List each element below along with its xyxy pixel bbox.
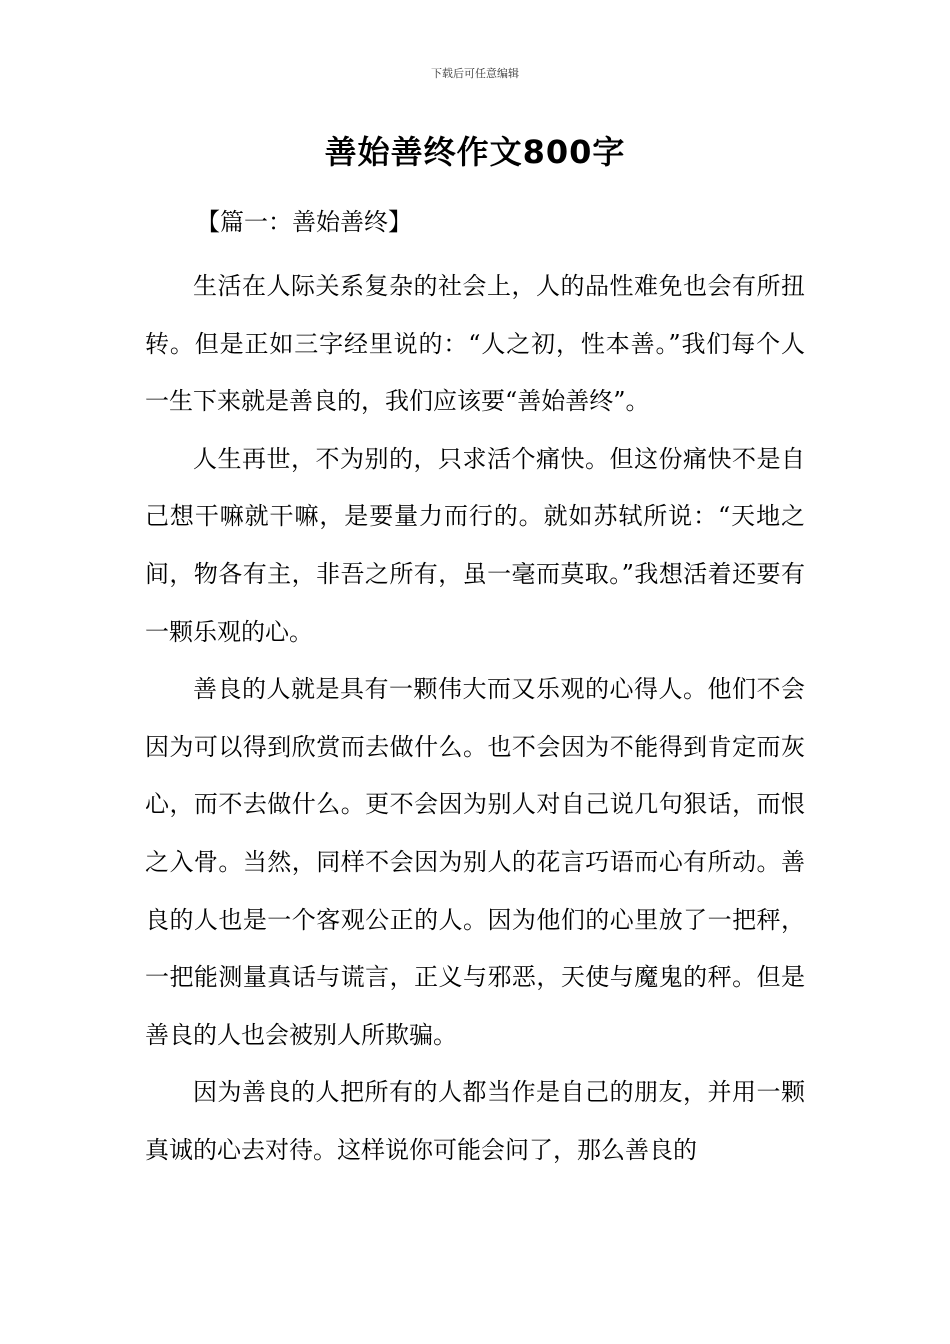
section-heading: 【篇一：善始善终】 — [196, 208, 412, 236]
paragraph-1: 生活在人际关系复杂的社会上，人的品性难免也会有所扭转。但是正如三字经里说的：“人之初，性本善。”我们每个人一生下来就是善良的，我们应该要“善始善终”。 — [145, 272, 805, 416]
paragraph-4: 因为善良的人把所有的人都当作是自己的朋友，并用一颗真诚的心去对待。这样说你可能会问了，那么善良的 — [145, 1078, 805, 1164]
paragraph-2: 人生再世，不为别的，只求活个痛快。但这份痛快不是自己想干嘛就干嘛，是要量力而行的。就如苏轼所说：“天地之间，物各有主，非吾之所有，虽一毫而莫取。”我想活着还要有一颗乐观的心。 — [145, 444, 805, 646]
document-body — [145, 258, 805, 1180]
paragraph-3: 善良的人就是具有一颗伟大而又乐观的心得人。他们不会因为可以得到欣赏而去做什么。也不会因为不能得到肯定而灰心，而不去做什么。更不会因为别人对自己说几句狠话，而恨之入骨。当然，同样不会因为别人的花言巧语而心有所动。善良的人也是一个客观公正的人。因为他们的心里放了一把秤，一把能测量真话与谎言，正义与邪恶，天使与魔鬼的秤。但是善良的人也会被别人所欺骗。 — [145, 675, 805, 1049]
document-title: 善始善终作文800字 — [324, 133, 626, 171]
header-note: 下载后可任意编辑 — [431, 67, 519, 80]
